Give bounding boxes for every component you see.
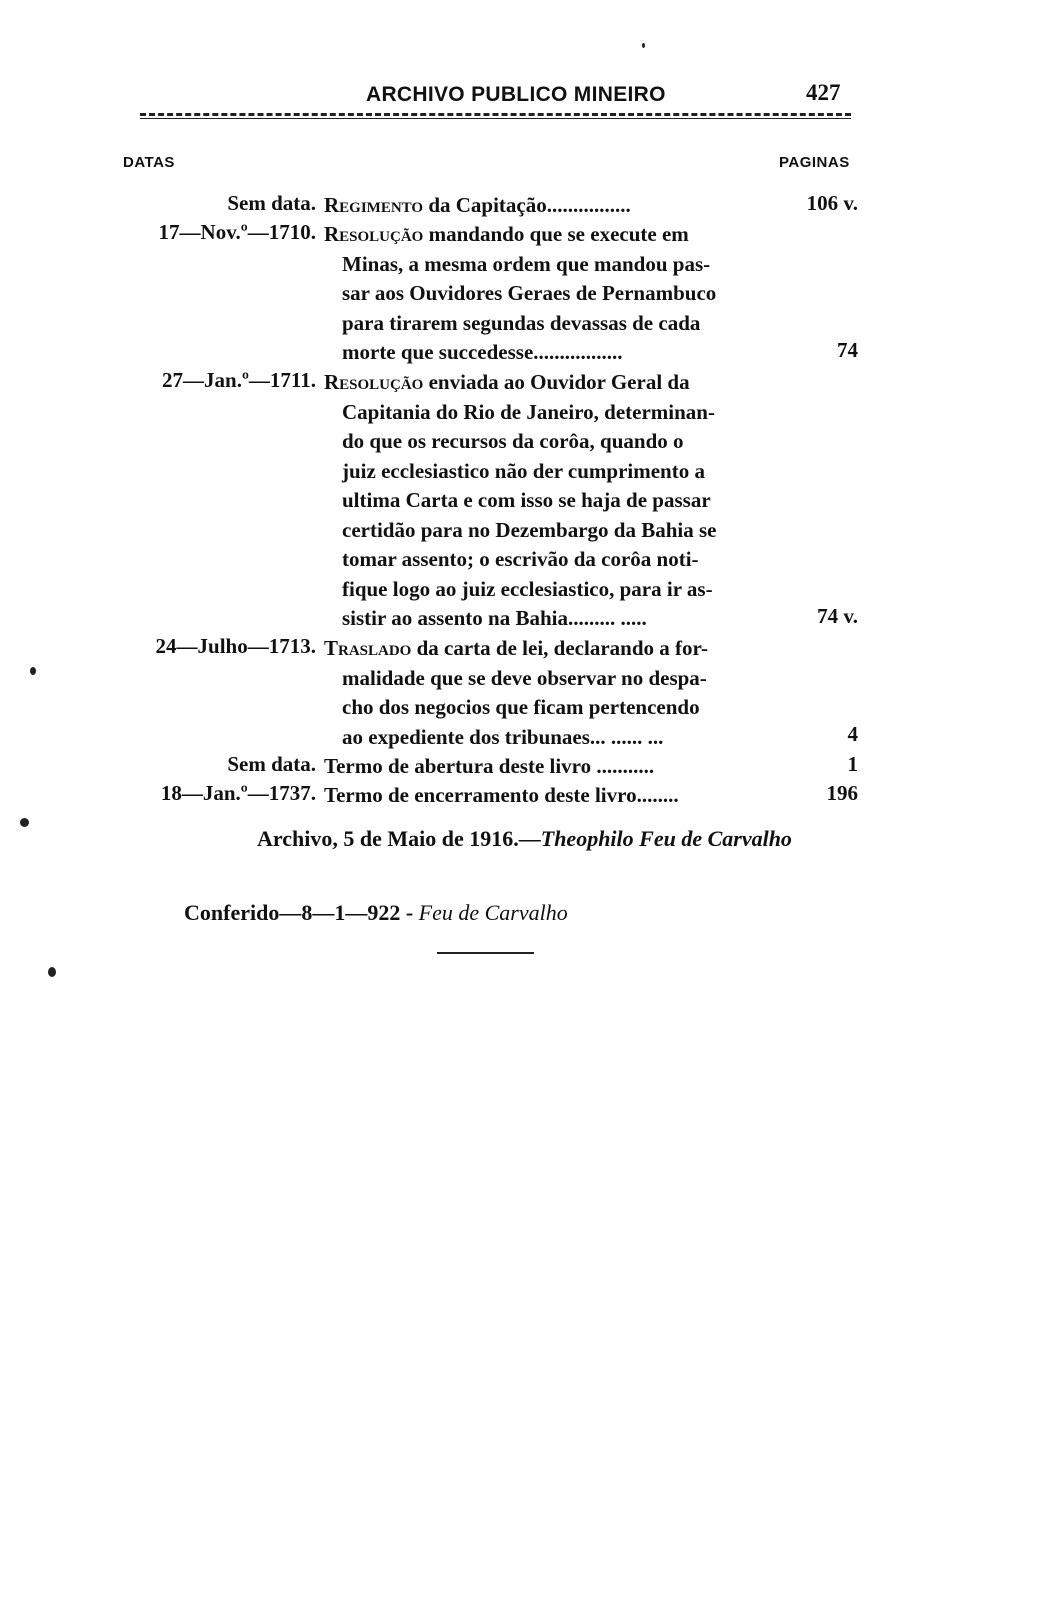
entry-date: 24—Julho—1713.: [155, 634, 316, 658]
entry-line: cho dos negocios que ficam pertencendo: [342, 695, 700, 719]
entry-date: 18—Jan.º—1737.: [160, 781, 316, 805]
entry-line: fique logo ao juiz ecclesiastico, para ir as-: [342, 576, 713, 601]
entry-line: Termo de abertura deste livro ...........: [324, 754, 655, 778]
conferido-line: [184, 900, 568, 926]
conferido-signature: Feu de Carvalho: [418, 900, 568, 925]
column-header-paginas: PAGINAS: [779, 154, 850, 171]
entry-line: ao expediente dos tribunaes... ...... ...: [342, 724, 664, 749]
entry-text: [324, 368, 764, 634]
entry-line: Minas, a mesma ordem que mandou pas-: [342, 251, 711, 276]
scan-speck: [642, 43, 645, 48]
closing-place-date: Archivo, 5 de Maio de 1916.—: [257, 826, 541, 851]
entry-line: Resolução mandando que se execute em: [324, 222, 689, 246]
entry-page: 106 v.: [806, 191, 858, 215]
entry-lead: Traslado: [324, 636, 412, 660]
entry-date: 17—Nov.º—1710.: [158, 220, 316, 244]
entry-line: certidão para no Dezembargo da Bahia se: [342, 517, 717, 542]
closing-signatory: Theophilo Feu de Carvalho: [540, 826, 792, 851]
entry-text: [324, 752, 764, 782]
entry-text: [324, 781, 764, 811]
entry-line: juiz ecclesiastico não der cumprimento a: [342, 458, 705, 483]
conferido-date: Conferido—8—1—922 -: [184, 900, 414, 925]
column-header-datas: DATAS: [123, 154, 175, 171]
entry-line: Regimento da Capitação................: [324, 193, 631, 217]
entry-line: tomar assento; o escrivão da corôa noti-: [342, 547, 699, 571]
header-rule: [140, 113, 851, 119]
entry-line: sar aos Ouvidores Geraes de Pernambuco: [342, 281, 717, 305]
entry-line: Resolução enviada ao Ouvidor Geral da: [324, 370, 690, 394]
entry-line: ultima Carta e com isso se haja de passar: [342, 488, 711, 512]
entry-date: 27—Jan.º—1711.: [162, 368, 316, 392]
entry-page: 196: [826, 781, 858, 805]
entry-text: [324, 220, 764, 368]
entry-page: 4: [847, 722, 858, 746]
entry-lead: Resolução: [324, 222, 424, 246]
entry-line: malidade que se deve observar no despa-: [342, 665, 707, 690]
scan-speck: [20, 818, 29, 827]
entry-page: 74 v.: [817, 604, 858, 628]
entry-date: Sem data.: [227, 752, 316, 776]
scan-speck: [48, 967, 56, 977]
entry-page: 74: [837, 338, 858, 362]
entry-line: Termo de encerramento deste livro........: [324, 783, 679, 807]
entry-line: morte que succedesse.................: [342, 340, 623, 364]
entry-date: Sem data.: [227, 191, 316, 215]
entry-text: [324, 191, 764, 221]
entry-line: Traslado da carta de lei, declarando a for-: [324, 636, 709, 660]
entry-lead: Regimento: [324, 193, 424, 217]
entry-page: 1: [847, 752, 858, 776]
scan-speck: [30, 667, 36, 675]
entry-line: para tirarem segundas devassas de cada: [342, 310, 701, 335]
running-title: ARCHIVO PUBLICO MINEIRO: [366, 83, 666, 106]
entry-line: sistir ao assento na Bahia......... .....: [342, 606, 647, 630]
closing-rule: [437, 952, 534, 954]
entry-line: Capitania do Rio de Janeiro, determinan-: [342, 399, 715, 424]
entry-line: do que os recursos da corôa, quando o: [342, 429, 684, 453]
entry-lead: Resolução: [324, 370, 424, 394]
closing-signature: [257, 826, 792, 852]
page-number: 427: [806, 80, 841, 105]
entry-text: [324, 634, 764, 752]
